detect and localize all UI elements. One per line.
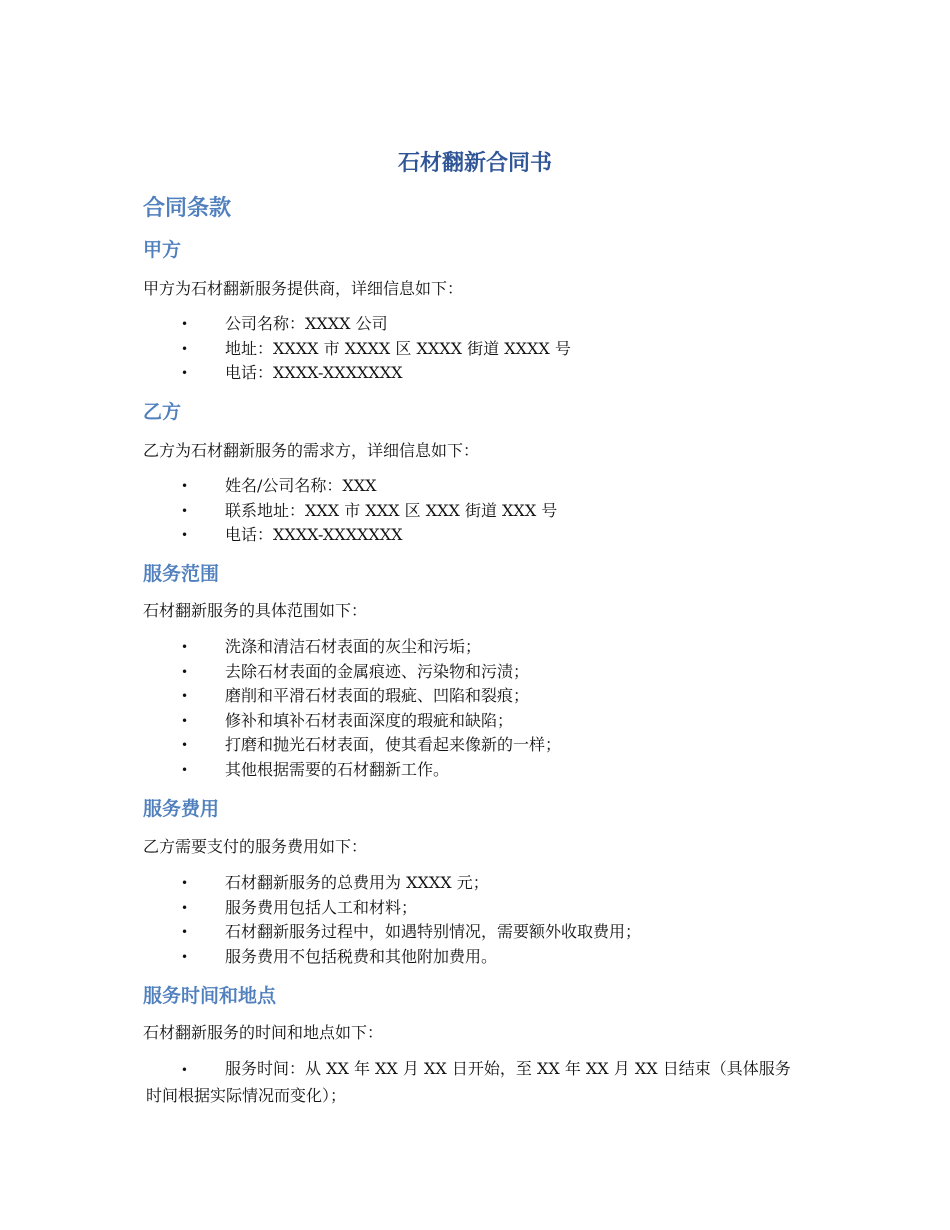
party-a-heading: 甲方 <box>143 239 182 261</box>
fees-heading: 服务费用 <box>143 798 220 820</box>
bullet-icon: • <box>181 900 189 915</box>
list-item <box>143 660 833 685</box>
list-item <box>143 920 833 945</box>
fees-list <box>143 871 833 969</box>
bullet-icon: • <box>181 528 189 542</box>
bullet-icon: • <box>181 689 189 703</box>
list-item-text: 石材翻新服务的总费用为 XXXX 元； <box>225 873 489 892</box>
list-item-text: 修补和填补石材表面深度的瑕疵和缺陷； <box>225 710 514 730</box>
list-item-text: 去除石材表面的金属痕迹、污染物和污渍； <box>225 661 530 681</box>
list-item <box>143 709 833 734</box>
bullet-icon: • <box>181 366 189 380</box>
bullet-icon: • <box>181 479 189 493</box>
list-item-text: 其他根据需要的石材翻新工作。 <box>225 759 450 779</box>
main-heading: 合同条款 <box>143 196 232 221</box>
list-item <box>143 523 833 548</box>
list-item-text: 地址：XXXX 市 XXXX 区 XXXX 街道 XXXX 号 <box>225 338 571 358</box>
list-item <box>143 945 833 970</box>
list-item-text: 公司名称：XXXX 公司 <box>225 314 388 333</box>
party-a-list <box>143 312 833 386</box>
list-item-text: 打磨和抛光石材表面，使其看起来像新的一样； <box>225 735 562 754</box>
list-item <box>143 758 833 783</box>
list-item-text: 姓名/公司名称：XXX <box>225 476 377 495</box>
list-item <box>143 733 833 758</box>
list-item <box>143 337 833 362</box>
party-b-list <box>143 474 833 548</box>
list-item <box>143 499 833 524</box>
bullet-icon: • <box>181 949 189 964</box>
list-item-text: 电话：XXXX-XXXXXXX <box>225 363 403 382</box>
list-item-text: 石材翻新服务过程中，如遇特别情况，需要额外收取费用； <box>225 922 642 941</box>
list-item <box>143 635 833 660</box>
time-place-intro: 石材翻新服务的时间和地点如下： <box>143 1023 384 1042</box>
list-item <box>143 361 833 386</box>
list-item-text: 联系地址：XXX 市 XXX 区 XXX 街道 XXX 号 <box>225 500 558 520</box>
list-item <box>143 684 833 709</box>
scope-intro: 石材翻新服务的具体范围如下： <box>143 601 368 620</box>
bullet-icon: • <box>181 664 189 679</box>
scope-list <box>143 635 833 782</box>
list-item-text: 服务时间：从 XX 年 XX 月 XX 日开始，至 XX 年 XX 月 XX 日结束（具体服务 <box>225 1059 791 1078</box>
list-item-text: 服务费用包括人工和材料； <box>225 897 418 917</box>
bullet-icon: • <box>181 876 189 890</box>
time-place-heading: 服务时间和地点 <box>143 985 277 1007</box>
list-item <box>143 312 833 337</box>
document-title: 石材翻新合同书 <box>397 151 552 176</box>
list-item-text: 磨削和平滑石材表面的瑕疵、凹陷和裂痕； <box>225 686 530 705</box>
list-item <box>143 871 833 896</box>
bullet-icon: • <box>181 341 189 356</box>
list-item <box>143 474 833 499</box>
party-b-heading: 乙方 <box>143 401 182 423</box>
bullet-icon: • <box>180 1063 188 1077</box>
bullet-icon: • <box>181 713 189 728</box>
party-b-intro: 乙方为石材翻新服务的需求方，详细信息如下： <box>143 441 480 460</box>
party-a-intro: 甲方为石材翻新服务提供商，详细信息如下： <box>143 279 464 298</box>
list-item-text: 洗涤和清洁石材表面的灰尘和污垢； <box>225 637 482 656</box>
bullet-icon: • <box>181 640 189 654</box>
list-item <box>143 1056 833 1109</box>
fees-intro: 乙方需要支付的服务费用如下： <box>143 837 368 856</box>
scope-heading: 服务范围 <box>143 563 220 585</box>
bullet-icon: • <box>181 925 189 939</box>
bullet-icon: • <box>181 762 189 777</box>
bullet-icon: • <box>181 738 189 752</box>
list-item <box>143 896 833 921</box>
bullet-icon: • <box>181 503 189 518</box>
list-item-text: 服务费用不包括税费和其他附加费用。 <box>225 946 498 966</box>
list-item-text: 电话：XXXX-XXXXXXX <box>225 525 403 544</box>
list-item-text-continued: 时间根据实际情况而变化）； <box>146 1086 347 1105</box>
bullet-icon: • <box>181 317 189 331</box>
